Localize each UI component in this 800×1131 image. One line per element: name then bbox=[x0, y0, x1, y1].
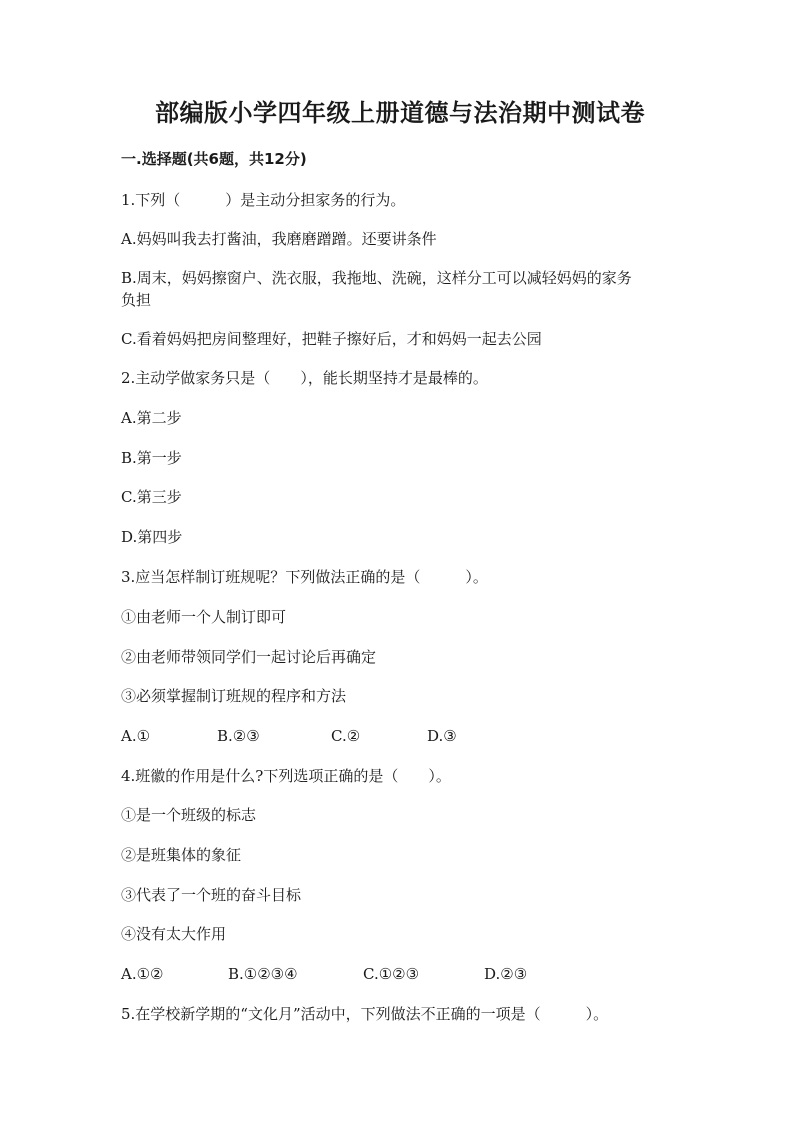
question-2-option-c: C.第三步 bbox=[121, 488, 182, 506]
question-4-stem: 4.班徽的作用是什么?下列选项正确的是（ ）。 bbox=[121, 767, 451, 785]
question-3-stem: 3.应当怎样制订班规呢？下列做法正确的是（ ）。 bbox=[121, 568, 488, 586]
question-1-option-c: C.看着妈妈把房间整理好，把鞋子擦好后，才和妈妈一起去公园 bbox=[121, 330, 542, 348]
question-4-option-d: D.②③ bbox=[484, 965, 528, 983]
page-title: 部编版小学四年级上册道德与法治期中测试卷 bbox=[155, 98, 645, 127]
question-2-option-a: A.第二步 bbox=[121, 409, 182, 427]
question-4-option-b: B.①②③④ bbox=[228, 965, 298, 983]
section-heading: 一.选择题(共6题，共12分) bbox=[121, 150, 307, 168]
question-4-option-c: C.①②③ bbox=[363, 965, 420, 983]
question-1-option-b-line1: B.周末，妈妈擦窗户、洗衣服，我拖地、洗碗，这样分工可以减轻妈妈的家务 bbox=[121, 269, 632, 287]
question-2-stem: 2.主动学做家务只是（ ），能长期坚持才是最棒的。 bbox=[121, 369, 488, 387]
question-2-option-d: D.第四步 bbox=[121, 528, 183, 546]
question-4-item-4: ④没有太大作用 bbox=[121, 925, 227, 943]
question-4-item-3: ③代表了一个班的奋斗目标 bbox=[121, 886, 302, 904]
question-3-item-1: ①由老师一个人制订即可 bbox=[121, 608, 287, 626]
question-5-stem: 5.在学校新学期的“文化月”活动中，下列做法不正确的一项是（ ）。 bbox=[121, 1005, 609, 1023]
question-4-item-1: ①是一个班级的标志 bbox=[121, 806, 257, 824]
question-3-option-b: B.②③ bbox=[217, 727, 260, 745]
question-1-stem: 1.下列（ ）是主动分担家务的行为。 bbox=[121, 191, 406, 209]
question-4-option-a: A.①② bbox=[121, 965, 164, 983]
question-1-option-a: A.妈妈叫我去打酱油，我磨磨蹭蹭。还要讲条件 bbox=[121, 230, 437, 248]
question-3-option-d: D.③ bbox=[427, 727, 457, 745]
question-3-option-c: C.② bbox=[331, 727, 361, 745]
question-4-item-2: ②是班集体的象征 bbox=[121, 846, 242, 864]
question-3-option-a: A.① bbox=[121, 727, 151, 745]
question-3-item-2: ②由老师带领同学们一起讨论后再确定 bbox=[121, 648, 377, 666]
question-2-option-b: B.第一步 bbox=[121, 449, 182, 467]
question-3-item-3: ③必须掌握制订班规的程序和方法 bbox=[121, 687, 347, 705]
question-1-option-b-line2: 负担 bbox=[121, 291, 152, 309]
